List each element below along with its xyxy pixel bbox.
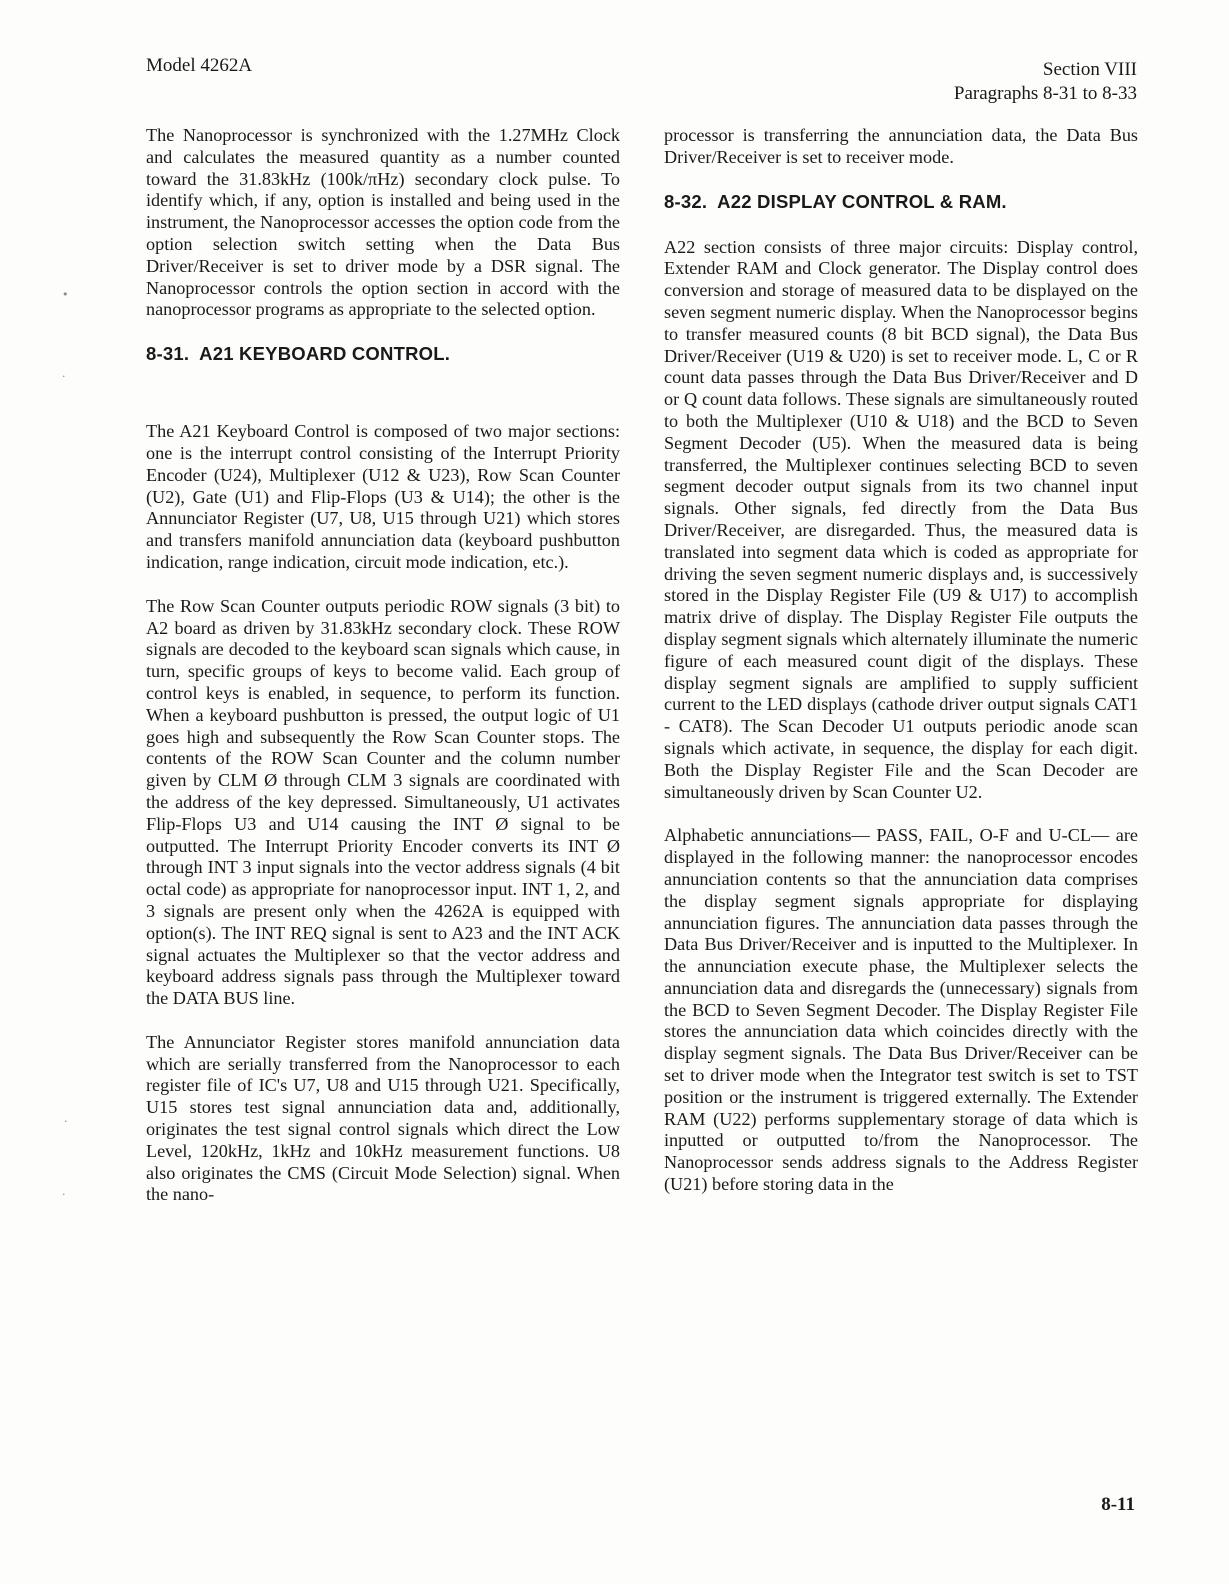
scan-speck: · <box>64 1115 68 1128</box>
left-column <box>146 125 620 1206</box>
page-number: 8-11 <box>1101 1494 1135 1515</box>
right-column <box>664 125 1138 1196</box>
paragraph-keyboard-control: The A21 Keyboard Control is composed of two major sections: one is the interrupt control consisting of the Interrupt Priority Encoder (U24), Multiplexer (U12 & U23), Row Scan Counter (U2), Gate (U1) and Flip-Flops (U3 & U14); the other is the Annunciator Register (U7, U8, U15 through U21) which stores and transfers manifold annunciation data (keyboard pushbutton indication, range indication, circuit mode indication, etc.). <box>146 421 620 572</box>
heading-number: 8-32. <box>664 190 708 212</box>
paragraph-row-scan-counter: The Row Scan Counter outputs periodic ROW signals (3 bit) to A2 board as driven by 31.83kHz secondary clock. These ROW signals are decoded to the keyboard scan signals which cause, in turn, specific groups of keys to become valid. Each group of control keys is enabled, in sequence, to perform its function. When a keyboard pushbutton is pressed, the output logic of U1 goes high and subsequently the Row Scan Counter stops. The contents of the ROW Scan Counter and the column number given by CLM Ø through CLM 3 signals are coordinated with the address of the key depressed. Simultaneously, U1 activates Flip-Flops U3 and U14 causing the INT Ø signal to be outputted. The Interrupt Priority Encoder converts its INT Ø through INT 3 input signals into the vector address signals (4 bit octal code) as appropriate for nanoprocessor input. INT 1, 2, and 3 signals are present only when the 4262A is equipped with option(s). The INT REQ signal is sent to A23 and the INT ACK signal actuates the Multiplexer so that the vector address and keyboard address signals pass through the Multiplexer toward the DATA BUS line. <box>146 595 620 1009</box>
paragraph-annunciation-transfer: processor is transferring the annunciation data, the Data Bus Driver/Receiver is set to receiver mode. <box>664 125 1138 167</box>
scan-speck: · <box>62 370 66 383</box>
paragraph-nanoprocessor-sync: The Nanoprocessor is synchronized with the 1.27MHz Clock and calculates the measured quantity as a number counted toward the 31.83kHz (100k/πHz) secondary clock pulse. To identify which, if any, option is installed and being used in the instrument, the Nanoprocessor accesses the option code from the option selection switch setting when the Data Bus Driver/Receiver is set to driver mode by a DSR signal. The Nanoprocessor controls the option section in accord with the nanoprocessor programs as appropriate to the selected option. <box>146 125 620 320</box>
model-header: Model 4262A <box>146 55 253 76</box>
heading-number: 8-31. <box>146 343 190 365</box>
paragraph-annunciator-register: The Annunciator Register stores manifold annunciation data which are serially transferred from the Nanoprocessor to each register file of IC's U7, U8 and U15 through U21. Specifically, U15 stores test signal annunciation data and, additionally, originates the test signal control signals which direct the Low Level, 120kHz, 1kHz and 10kHz measurement functions. U8 also originates the CMS (Circuit Mode Selection) signal. When the nano- <box>146 1031 620 1205</box>
paragraphs-label: Paragraphs 8-31 to 8-33 <box>953 83 1137 104</box>
scan-speck: · <box>62 1188 66 1201</box>
paragraph-display-control: A22 section consists of three major circuits: Display control, Extender RAM and Clock generator. The Display control does conversion and storage of measured data to be displayed on the seven segment numeric display. When the Nanoprocessor begins to transfer measured counts (8 bit BCD signal), the Data Bus Driver/Receiver (U19 & U20) is set to receiver mode. L, C or R count data passes through the Data Bus Driver/Receiver and D or Q count data follows. These signals are simultaneously routed to both the Multiplexer (U10 & U18) and the BCD to Seven Segment Decoder (U5). When the measured data is being transferred, the Multiplexer continues selecting BCD to seven segment decoder output signals from its two channel input signals. Other signals, fed directly from the Data Bus Driver/Receiver, are disregarded. Thus, the measured data is translated into segment data which is coded as appropriate for driving the seven segment numeric displays and, is successively stored in the Display Register File (U9 & U17) to accomplish matrix drive of display. The Display Register File outputs the display segment signals which alternately illuminate the numeric figure of each measured count digit of the displays. These display segment signals are amplified to supply sufficient current to the LED displays (cathode driver output signals CAT1 - CAT8). The Scan Decoder U1 outputs periodic anode scan signals which activate, in sequence, the display for each digit. Both the Display Register File and the Scan Decoder are simultaneously driven by Scan Counter U2. <box>664 236 1138 802</box>
section-label: Section VIII <box>1042 59 1137 80</box>
section-heading-8-31 <box>146 343 620 365</box>
section-header <box>954 58 1137 106</box>
heading-title: A21 KEYBOARD CONTROL. <box>199 343 451 365</box>
scan-speck: • <box>62 288 69 301</box>
paragraph-alphabetic-annunciations: Alphabetic annunciations— PASS, FAIL, O-F and U-CL— are displayed in the following manner: the nanoprocessor encodes annunciation contents so that the annunciation data comprises the display segment signals appropriate for displaying annunciation figures. The annunciation data passes through the Data Bus Driver/Receiver and is inputted to the Multiplexer. In the annunciation execute phase, the Multiplexer selects the annunciation data and disregards the (unnecessary) signals from the BCD to Seven Segment Decoder. The Display Register File stores the annunciation data which coincides directly with the display segment signals. The Data Bus Driver/Receiver can be set to driver mode when the Integrator test switch is set to TST position or the instrument is triggered externally. The Extender RAM (U22) performs supplementary storage of data which is inputted or outputted to/from the Nanoprocessor. The Nanoprocessor sends address signals to the Address Register (U21) before storing data in the <box>664 825 1138 1195</box>
heading-title: A22 DISPLAY CONTROL & RAM. <box>717 190 1007 212</box>
section-heading-8-32 <box>664 191 1138 213</box>
